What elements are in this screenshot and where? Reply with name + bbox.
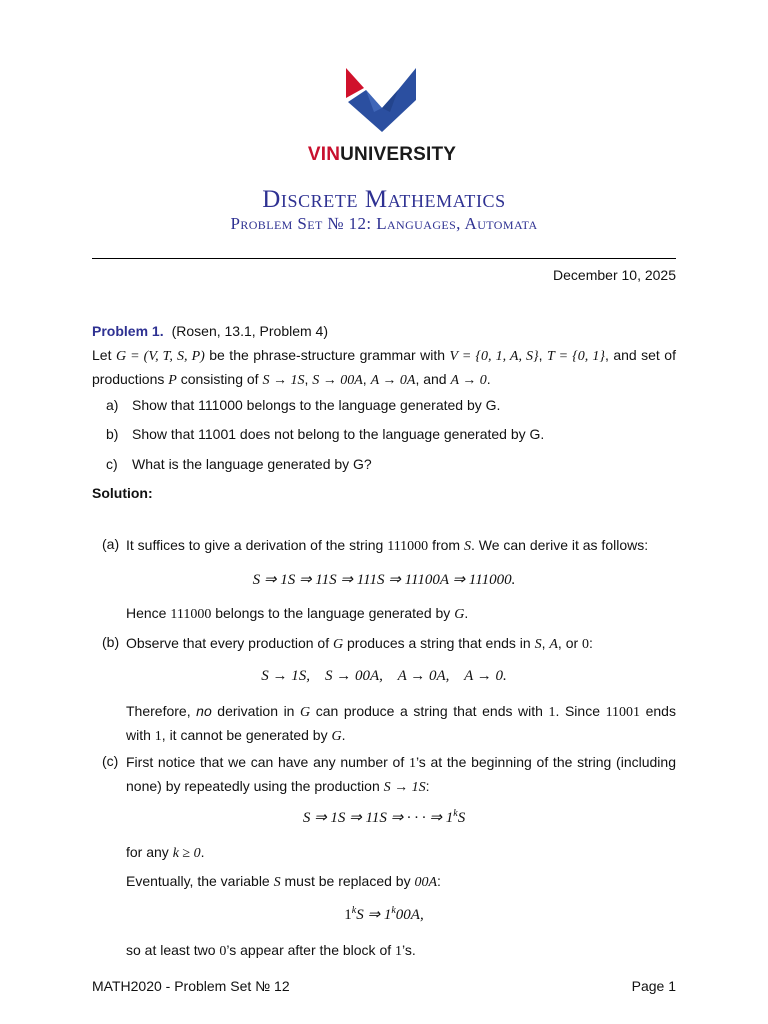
document-subtitle: Problem Set № 12: Languages, Automata — [230, 214, 538, 233]
problem-item-b: b) Show that 11001 does not belong to the language generated by G. — [106, 426, 545, 442]
solution-b-intro: Observe that every production of G produces a string that ends in S, A, or 0: — [126, 635, 593, 652]
document-date: December 10, 2025 — [553, 267, 676, 283]
footer-page-number: Page 1 — [631, 978, 676, 994]
logo-vin-text: VIN — [307, 144, 341, 165]
solution-heading: Solution: — [92, 485, 153, 501]
problem-item-c: c) What is the language generated by G? — [106, 456, 372, 472]
solution-c-derivation-1: S ⇒ 1S ⇒ 11S ⇒ · · · ⇒ 1$^k$S — [302, 808, 466, 826]
solution-b-label: (b) — [102, 634, 120, 650]
solution-c-for-any: for any k ≥ 0. — [126, 844, 205, 861]
solution-c-derivation-2: 1$^k$S ⇒ 1$^k$00A, — [344, 905, 424, 923]
university-wordmark — [300, 144, 464, 166]
logo-emblem-icon — [300, 66, 464, 144]
solution-b-conclusion: Therefore, no derivation in G can produce a string that ends with 1. Since 11001 ends with 1, it cannot be generated by G. — [126, 703, 676, 744]
solution-a-conclusion: Hence 111000 belongs to the language generated by G. — [126, 605, 469, 622]
problem-heading — [92, 323, 328, 339]
solution-c-final: so at least two 0’s appear after the block of 1’s. — [126, 942, 416, 959]
problem-item-a: a) Show that 111000 belongs to the language generated by G. — [106, 397, 501, 413]
problem-label: Problem 1. — [92, 323, 164, 339]
solution-b-productions: S → 1S, S → 00A, A → 0A, A → 0. — [261, 668, 507, 684]
solution-a-label: (a) — [102, 536, 120, 552]
solution-c-eventually: Eventually, the variable S must be replaced by 00A: — [126, 873, 441, 890]
problem-statement: Let G = (V, T, S, P) be the phrase-structure grammar with V = {0, 1, A, S}, T = {0, 1}, and set of productions P consisting of S → 1S, S → 00A, A → 0A, and A → 0. — [92, 347, 676, 388]
header-divider — [92, 258, 676, 259]
solution-c-intro: First notice that we can have any number of 1’s at the beginning of the string (including none) by repeatedly using the production S → 1S: — [126, 754, 676, 795]
solution-a-derivation: S ⇒ 1S ⇒ 11S ⇒ 111S ⇒ 11100A ⇒ 111000. — [252, 572, 516, 588]
footer-course: MATH2020 - Problem Set № 12 — [92, 978, 290, 994]
solution-a-intro: It suffices to give a derivation of the string 111000 from S. We can derive it as follows: — [126, 537, 649, 554]
solution-c-label: (c) — [102, 753, 119, 769]
problem-source: (Rosen, 13.1, Problem 4) — [171, 323, 328, 339]
logo-university-text: UNIVERSITY — [340, 144, 457, 165]
document-title: Discrete Mathematics — [262, 186, 506, 213]
